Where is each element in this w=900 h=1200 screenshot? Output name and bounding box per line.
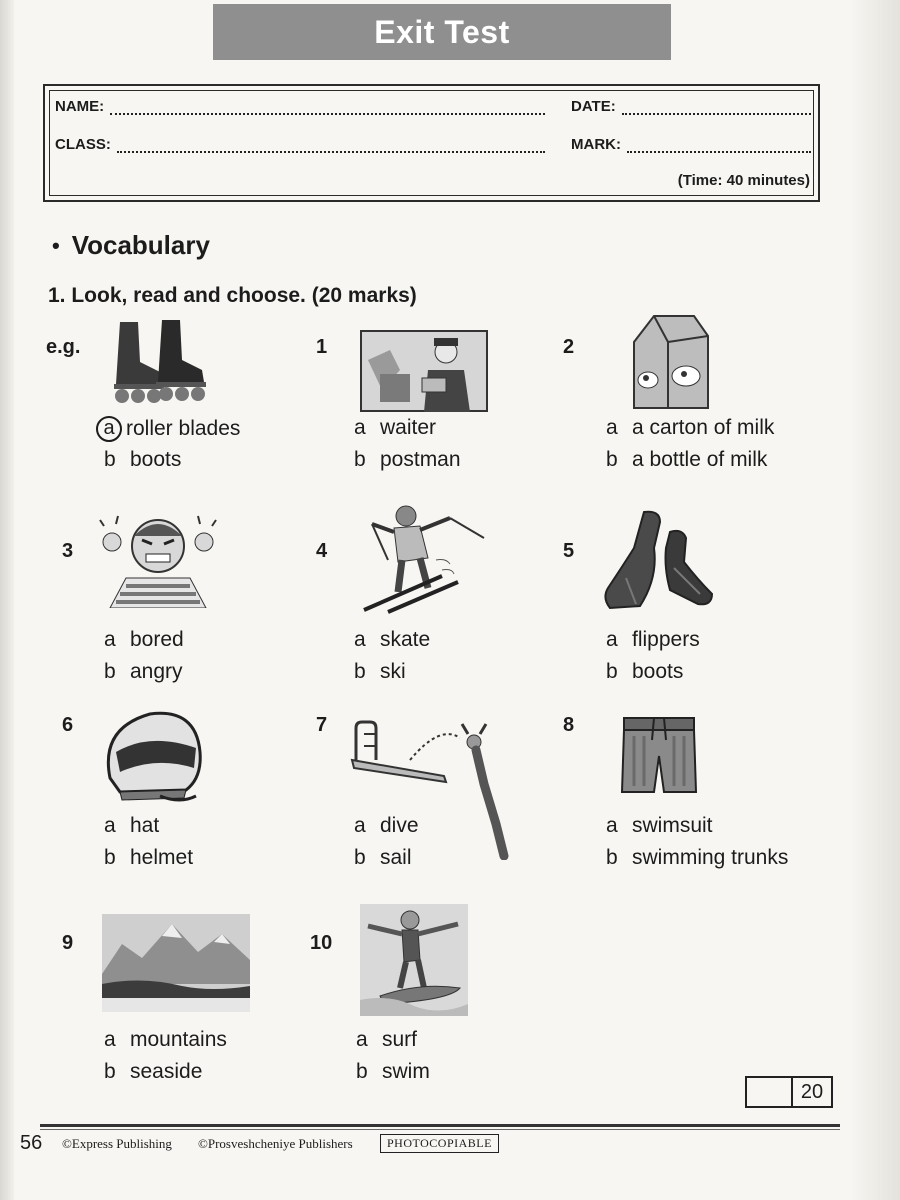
option-b[interactable] — [356, 1060, 430, 1084]
option-a[interactable] — [104, 1028, 227, 1052]
name-label: NAME: — [55, 98, 105, 115]
page-edge — [0, 0, 14, 1200]
option-letter: b — [606, 448, 618, 471]
option-a[interactable] — [104, 814, 159, 838]
section-heading — [52, 230, 210, 261]
score-entry[interactable] — [747, 1078, 793, 1106]
title-banner — [213, 4, 671, 60]
option-letter: b — [104, 1060, 116, 1083]
option-letter: a — [104, 1028, 116, 1051]
option-letter: b — [354, 448, 366, 471]
option-text: hat — [130, 814, 160, 837]
mark-field[interactable] — [571, 136, 811, 153]
option-text: ski — [380, 660, 406, 683]
option-letter: a — [104, 814, 116, 837]
option-b[interactable] — [104, 1060, 202, 1084]
helmet-icon — [100, 708, 204, 804]
item-number: 5 — [563, 540, 575, 562]
option-b[interactable] — [104, 846, 193, 870]
option-text: angry — [130, 660, 183, 683]
option-text: boots — [632, 660, 684, 683]
option-text: surf — [382, 1028, 418, 1051]
milk-carton-icon — [624, 312, 714, 412]
option-text: swimsuit — [632, 814, 713, 837]
class-line[interactable] — [117, 139, 545, 153]
option-b[interactable] — [354, 448, 461, 472]
item-number: 4 — [316, 540, 328, 562]
date-label: DATE: — [571, 98, 616, 115]
score-total: 20 — [800, 1081, 824, 1103]
option-text: swimming trunks — [632, 846, 789, 869]
option-b[interactable] — [606, 448, 767, 472]
task-instruction: 1. Look, read and choose. (20 marks) — [48, 284, 417, 307]
name-line[interactable] — [110, 101, 545, 115]
item-number: 3 — [62, 540, 74, 562]
option-letter: a — [104, 628, 116, 651]
option-a[interactable] — [606, 416, 774, 440]
option-a[interactable] — [354, 628, 430, 652]
option-a[interactable] — [104, 628, 184, 652]
option-a[interactable] — [606, 814, 713, 838]
option-a[interactable] — [356, 1028, 417, 1052]
date-line[interactable] — [622, 101, 811, 115]
item-number: 9 — [62, 932, 74, 954]
option-letter: b — [606, 846, 618, 869]
diver-icon — [350, 720, 510, 860]
option-text: boots — [130, 448, 182, 471]
publisher-credit: ©Prosveshcheniye Publishers — [198, 1136, 353, 1151]
option-b[interactable] — [354, 846, 412, 870]
swimming-trunks-icon — [620, 716, 698, 794]
class-label: CLASS: — [55, 136, 111, 153]
option-text: a bottle of milk — [632, 448, 768, 471]
bullet: • — [52, 232, 60, 258]
circled-answer: a — [96, 416, 122, 442]
option-letter: b — [104, 448, 116, 471]
class-field[interactable] — [55, 136, 545, 153]
option-text: roller blades — [126, 417, 241, 440]
date-field[interactable] — [571, 98, 811, 115]
postman-icon — [360, 330, 488, 412]
option-a[interactable] — [606, 628, 700, 652]
option-text: a carton of milk — [632, 416, 775, 439]
option-letter: a — [354, 416, 366, 439]
footer-rule — [40, 1124, 840, 1127]
option-letter: b — [104, 846, 116, 869]
option-text: bored — [130, 628, 184, 651]
option-b[interactable] — [606, 660, 683, 684]
time-note: (Time: 40 minutes) — [677, 172, 810, 189]
option-text: flippers — [632, 628, 700, 651]
roller-blades-icon — [110, 318, 210, 406]
item-number: 2 — [563, 336, 575, 358]
option-a[interactable] — [96, 416, 240, 442]
option-b[interactable] — [104, 448, 181, 472]
footer-rule-thin — [40, 1129, 840, 1130]
page-edge-right — [850, 0, 900, 1200]
option-letter: a — [606, 814, 618, 837]
page-number: 56 — [20, 1132, 43, 1154]
option-a[interactable] — [354, 416, 436, 440]
option-text: helmet — [130, 846, 194, 869]
skier-icon — [358, 500, 488, 614]
item-number: 10 — [310, 932, 333, 954]
mark-label: MARK: — [571, 136, 621, 153]
angry-boy-icon — [96, 512, 220, 608]
mountains-icon — [102, 914, 250, 1012]
option-text: swim — [382, 1060, 430, 1083]
option-letter: b — [354, 660, 366, 683]
option-letter: b — [356, 1060, 368, 1083]
option-text: postman — [380, 448, 461, 471]
option-letter: a — [354, 814, 366, 837]
option-text: sail — [380, 846, 412, 869]
option-text: mountains — [130, 1028, 227, 1051]
item-number: e.g. — [46, 336, 81, 358]
option-letter: a — [606, 416, 618, 439]
option-text: waiter — [380, 416, 437, 439]
option-b[interactable] — [606, 846, 788, 870]
option-text: dive — [380, 814, 419, 837]
option-a[interactable] — [354, 814, 419, 838]
name-field[interactable] — [55, 98, 545, 115]
section-heading-text: Vocabulary — [71, 230, 210, 260]
surfer-icon — [360, 904, 468, 1016]
option-b[interactable] — [104, 660, 183, 684]
item-number: 7 — [316, 714, 328, 736]
page-title: Exit Test — [374, 13, 510, 50]
item-number: 6 — [62, 714, 74, 736]
option-b[interactable] — [354, 660, 406, 684]
option-letter: a — [354, 628, 366, 651]
student-info-box — [43, 84, 820, 202]
mark-line[interactable] — [627, 139, 811, 153]
score-box — [745, 1076, 833, 1108]
option-letter: b — [354, 846, 366, 869]
option-letter: b — [606, 660, 618, 683]
option-letter: a — [606, 628, 618, 651]
option-text: skate — [380, 628, 431, 651]
option-letter: b — [104, 660, 116, 683]
photocopiable-badge: PHOTOCOPIABLE — [380, 1134, 499, 1153]
option-letter: a — [356, 1028, 368, 1051]
flippers-icon — [600, 508, 716, 612]
item-number: 8 — [563, 714, 575, 736]
item-number: 1 — [316, 336, 328, 358]
publisher-credit: ©Express Publishing — [62, 1136, 172, 1151]
option-text: seaside — [130, 1060, 203, 1083]
